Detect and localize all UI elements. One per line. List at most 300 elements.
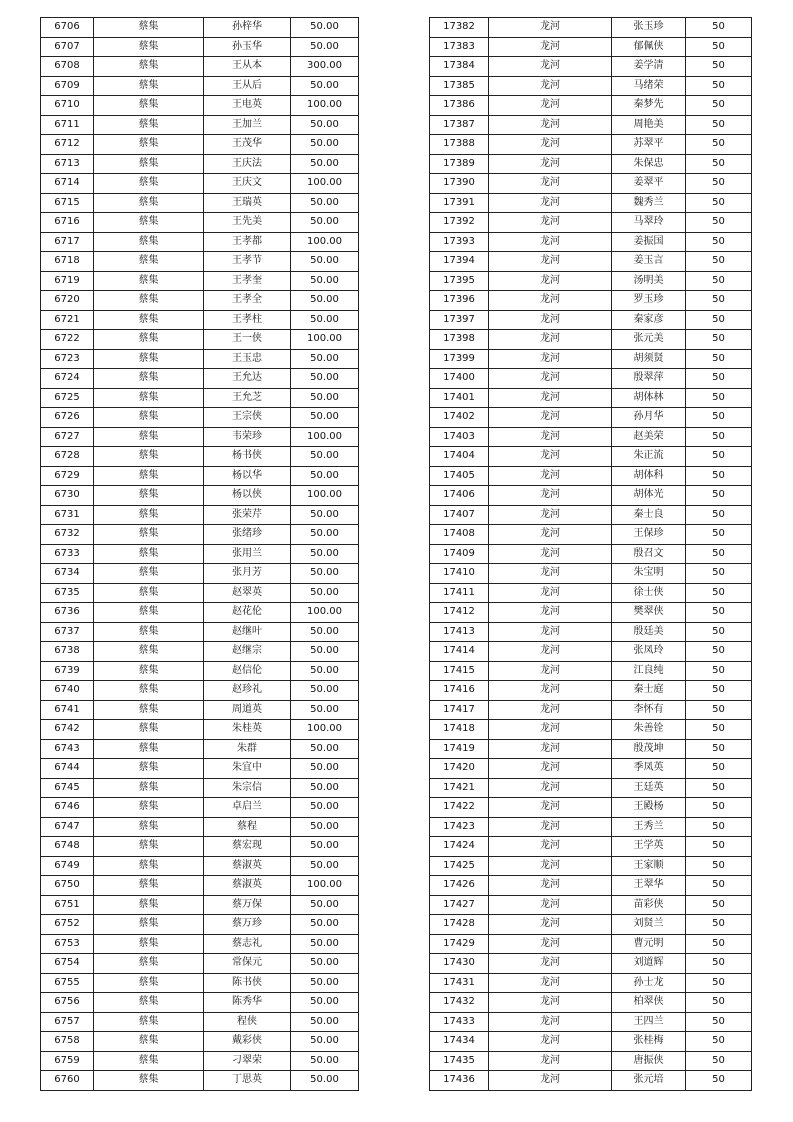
amount-cell: 50: [686, 447, 752, 467]
right-table-row: [430, 759, 752, 779]
id-cell: 6740: [41, 681, 94, 701]
amount-cell: 50: [686, 700, 752, 720]
id-cell: 17422: [430, 798, 489, 818]
left-table-row: [41, 642, 359, 662]
right-table-row: [430, 544, 752, 564]
amount-cell: 50: [686, 876, 752, 896]
name-cell: 朱保忠: [612, 154, 686, 174]
amount-cell: 50: [686, 135, 752, 155]
id-cell: 17413: [430, 622, 489, 642]
name-cell: 王廷英: [612, 778, 686, 798]
id-cell: 6708: [41, 57, 94, 77]
right-table-row: [430, 837, 752, 857]
id-cell: 17418: [430, 720, 489, 740]
id-cell: 17421: [430, 778, 489, 798]
town-cell: 龙河: [489, 525, 612, 545]
amount-cell: 50: [686, 954, 752, 974]
amount-cell: 50: [686, 915, 752, 935]
amount-cell: 50.00: [291, 505, 359, 525]
left-table-row: [41, 720, 359, 740]
id-cell: 17402: [430, 408, 489, 428]
amount-cell: 50.00: [291, 447, 359, 467]
id-cell: 17388: [430, 135, 489, 155]
name-cell: 马翠玲: [612, 213, 686, 233]
town-cell: 蔡集: [94, 1012, 204, 1032]
left-table-row: [41, 486, 359, 506]
amount-cell: 50.00: [291, 466, 359, 486]
name-cell: 陈秀华: [204, 993, 291, 1013]
town-cell: 龙河: [489, 1032, 612, 1052]
id-cell: 6755: [41, 973, 94, 993]
amount-cell: 50: [686, 778, 752, 798]
id-cell: 17427: [430, 895, 489, 915]
amount-cell: 50.00: [291, 525, 359, 545]
id-cell: 6741: [41, 700, 94, 720]
name-cell: 王孝柱: [204, 310, 291, 330]
id-cell: 17432: [430, 993, 489, 1013]
town-cell: 蔡集: [94, 915, 204, 935]
amount-cell: 50: [686, 291, 752, 311]
left-table-row: [41, 817, 359, 837]
name-cell: 王学英: [612, 837, 686, 857]
name-cell: 赵翠英: [204, 583, 291, 603]
amount-cell: 50: [686, 76, 752, 96]
town-cell: 龙河: [489, 115, 612, 135]
right-table-row: [430, 973, 752, 993]
id-cell: 6752: [41, 915, 94, 935]
right-table-row: [430, 330, 752, 350]
amount-cell: 50.00: [291, 1051, 359, 1071]
town-cell: 龙河: [489, 798, 612, 818]
left-roster-table: [40, 17, 359, 1091]
id-cell: 17429: [430, 934, 489, 954]
right-table-row: [430, 681, 752, 701]
name-cell: 王瑞英: [204, 193, 291, 213]
id-cell: 6724: [41, 369, 94, 389]
name-cell: 王宗侠: [204, 408, 291, 428]
left-table-row: [41, 700, 359, 720]
id-cell: 6742: [41, 720, 94, 740]
id-cell: 6727: [41, 427, 94, 447]
name-cell: 朱桂英: [204, 720, 291, 740]
right-table-row: [430, 232, 752, 252]
right-table-row: [430, 700, 752, 720]
town-cell: 龙河: [489, 837, 612, 857]
town-cell: 蔡集: [94, 271, 204, 291]
town-cell: 蔡集: [94, 76, 204, 96]
town-cell: 龙河: [489, 252, 612, 272]
name-cell: 蔡志礼: [204, 934, 291, 954]
name-cell: 王庆法: [204, 154, 291, 174]
id-cell: 17414: [430, 642, 489, 662]
id-cell: 6717: [41, 232, 94, 252]
name-cell: 朱宜中: [204, 759, 291, 779]
name-cell: 江良纯: [612, 661, 686, 681]
amount-cell: 50.00: [291, 642, 359, 662]
amount-cell: 50.00: [291, 856, 359, 876]
left-table-row: [41, 37, 359, 57]
amount-cell: 50: [686, 817, 752, 837]
amount-cell: 50.00: [291, 349, 359, 369]
left-table-row: [41, 135, 359, 155]
name-cell: 郁佩侠: [612, 37, 686, 57]
name-cell: 张元美: [612, 330, 686, 350]
town-cell: 蔡集: [94, 486, 204, 506]
id-cell: 6706: [41, 18, 94, 38]
id-cell: 6739: [41, 661, 94, 681]
right-table-row: [430, 349, 752, 369]
id-cell: 17431: [430, 973, 489, 993]
town-cell: 蔡集: [94, 447, 204, 467]
amount-cell: 50: [686, 193, 752, 213]
name-cell: 刘贤兰: [612, 915, 686, 935]
id-cell: 17428: [430, 915, 489, 935]
town-cell: 龙河: [489, 330, 612, 350]
id-cell: 17391: [430, 193, 489, 213]
name-cell: 苗彩侠: [612, 895, 686, 915]
amount-cell: 50: [686, 427, 752, 447]
amount-cell: 50: [686, 1071, 752, 1091]
id-cell: 17399: [430, 349, 489, 369]
right-table-row: [430, 895, 752, 915]
name-cell: 朱善铨: [612, 720, 686, 740]
name-cell: 蔡宏现: [204, 837, 291, 857]
town-cell: 龙河: [489, 76, 612, 96]
name-cell: 王电英: [204, 96, 291, 116]
id-cell: 6747: [41, 817, 94, 837]
town-cell: 蔡集: [94, 622, 204, 642]
amount-cell: 50: [686, 486, 752, 506]
amount-cell: 50: [686, 622, 752, 642]
name-cell: 殷茂坤: [612, 739, 686, 759]
right-table-row: [430, 96, 752, 116]
name-cell: 姜玉言: [612, 252, 686, 272]
name-cell: 程侠: [204, 1012, 291, 1032]
town-cell: 龙河: [489, 18, 612, 38]
left-table-row: [41, 525, 359, 545]
amount-cell: 100.00: [291, 427, 359, 447]
name-cell: 张桂梅: [612, 1032, 686, 1052]
name-cell: 赵信伦: [204, 661, 291, 681]
id-cell: 6750: [41, 876, 94, 896]
town-cell: 龙河: [489, 876, 612, 896]
right-table-row: [430, 642, 752, 662]
id-cell: 17425: [430, 856, 489, 876]
id-cell: 6707: [41, 37, 94, 57]
amount-cell: 50: [686, 37, 752, 57]
amount-cell: 50: [686, 115, 752, 135]
town-cell: 蔡集: [94, 174, 204, 194]
right-table-row: [430, 778, 752, 798]
id-cell: 6749: [41, 856, 94, 876]
id-cell: 6726: [41, 408, 94, 428]
amount-cell: 50.00: [291, 1071, 359, 1091]
right-table-row: [430, 486, 752, 506]
right-table-row: [430, 18, 752, 38]
name-cell: 张元培: [612, 1071, 686, 1091]
amount-cell: 50: [686, 1012, 752, 1032]
town-cell: 龙河: [489, 544, 612, 564]
amount-cell: 50.00: [291, 700, 359, 720]
town-cell: 蔡集: [94, 837, 204, 857]
amount-cell: 50: [686, 525, 752, 545]
town-cell: 龙河: [489, 603, 612, 623]
town-cell: 龙河: [489, 57, 612, 77]
id-cell: 17395: [430, 271, 489, 291]
town-cell: 龙河: [489, 349, 612, 369]
left-table-row: [41, 330, 359, 350]
town-cell: 龙河: [489, 408, 612, 428]
amount-cell: 50.00: [291, 1012, 359, 1032]
amount-cell: 50: [686, 759, 752, 779]
amount-cell: 50: [686, 213, 752, 233]
name-cell: 秦士良: [612, 505, 686, 525]
town-cell: 蔡集: [94, 232, 204, 252]
town-cell: 龙河: [489, 291, 612, 311]
right-table-row: [430, 115, 752, 135]
amount-cell: 50.00: [291, 544, 359, 564]
amount-cell: 50.00: [291, 915, 359, 935]
left-table-row: [41, 895, 359, 915]
amount-cell: 50.00: [291, 252, 359, 272]
amount-cell: 50.00: [291, 973, 359, 993]
town-cell: 龙河: [489, 564, 612, 584]
name-cell: 朱宗信: [204, 778, 291, 798]
name-cell: 魏秀兰: [612, 193, 686, 213]
id-cell: 6732: [41, 525, 94, 545]
name-cell: 王孝全: [204, 291, 291, 311]
town-cell: 龙河: [489, 934, 612, 954]
town-cell: 龙河: [489, 856, 612, 876]
left-table-row: [41, 915, 359, 935]
id-cell: 6744: [41, 759, 94, 779]
left-table-row: [41, 427, 359, 447]
name-cell: 孙梓华: [204, 18, 291, 38]
town-cell: 龙河: [489, 466, 612, 486]
right-table-row: [430, 1051, 752, 1071]
amount-cell: 50.00: [291, 408, 359, 428]
right-table-row: [430, 993, 752, 1013]
id-cell: 17405: [430, 466, 489, 486]
name-cell: 孙月华: [612, 408, 686, 428]
name-cell: 张月芳: [204, 564, 291, 584]
amount-cell: 50.00: [291, 798, 359, 818]
amount-cell: 50: [686, 837, 752, 857]
id-cell: 17389: [430, 154, 489, 174]
name-cell: 朱宝明: [612, 564, 686, 584]
id-cell: 6745: [41, 778, 94, 798]
amount-cell: 50.00: [291, 18, 359, 38]
town-cell: 龙河: [489, 232, 612, 252]
amount-cell: 50: [686, 720, 752, 740]
amount-cell: 50: [686, 544, 752, 564]
town-cell: 龙河: [489, 427, 612, 447]
id-cell: 17397: [430, 310, 489, 330]
left-table-row: [41, 388, 359, 408]
right-roster-table: [429, 17, 752, 1091]
right-table-row: [430, 1032, 752, 1052]
right-table-row: [430, 37, 752, 57]
left-table-row: [41, 115, 359, 135]
name-cell: 孙士龙: [612, 973, 686, 993]
town-cell: 龙河: [489, 135, 612, 155]
right-table-row: [430, 388, 752, 408]
left-table-row: [41, 856, 359, 876]
town-cell: 蔡集: [94, 369, 204, 389]
amount-cell: 100.00: [291, 486, 359, 506]
town-cell: 蔡集: [94, 934, 204, 954]
amount-cell: 50.00: [291, 759, 359, 779]
name-cell: 季凤英: [612, 759, 686, 779]
town-cell: 蔡集: [94, 642, 204, 662]
name-cell: 胡体光: [612, 486, 686, 506]
name-cell: 王玉忠: [204, 349, 291, 369]
name-cell: 王允达: [204, 369, 291, 389]
id-cell: 17390: [430, 174, 489, 194]
town-cell: 龙河: [489, 993, 612, 1013]
name-cell: 秦家彦: [612, 310, 686, 330]
left-table-row: [41, 271, 359, 291]
name-cell: 秦士庭: [612, 681, 686, 701]
amount-cell: 100.00: [291, 330, 359, 350]
amount-cell: 50.00: [291, 193, 359, 213]
amount-cell: 50: [686, 408, 752, 428]
left-table-row: [41, 408, 359, 428]
amount-cell: 50: [686, 330, 752, 350]
left-table-row: [41, 252, 359, 272]
name-cell: 殷召文: [612, 544, 686, 564]
right-table-row: [430, 876, 752, 896]
name-cell: 周艳美: [612, 115, 686, 135]
town-cell: 龙河: [489, 915, 612, 935]
id-cell: 17386: [430, 96, 489, 116]
id-cell: 6738: [41, 642, 94, 662]
name-cell: 汤明美: [612, 271, 686, 291]
right-table-row: [430, 720, 752, 740]
amount-cell: 100.00: [291, 720, 359, 740]
id-cell: 6735: [41, 583, 94, 603]
town-cell: 蔡集: [94, 349, 204, 369]
right-table-row: [430, 798, 752, 818]
left-table-row: [41, 837, 359, 857]
id-cell: 6718: [41, 252, 94, 272]
amount-cell: 50: [686, 1032, 752, 1052]
left-table-row: [41, 934, 359, 954]
amount-cell: 50.00: [291, 388, 359, 408]
amount-cell: 50.00: [291, 681, 359, 701]
left-table-row: [41, 954, 359, 974]
name-cell: 卓启兰: [204, 798, 291, 818]
town-cell: 龙河: [489, 271, 612, 291]
id-cell: 17394: [430, 252, 489, 272]
amount-cell: 50: [686, 174, 752, 194]
town-cell: 蔡集: [94, 817, 204, 837]
left-table-row: [41, 447, 359, 467]
name-cell: 王家顺: [612, 856, 686, 876]
left-table-row: [41, 603, 359, 623]
amount-cell: 50: [686, 681, 752, 701]
id-cell: 17419: [430, 739, 489, 759]
amount-cell: 50: [686, 154, 752, 174]
id-cell: 17384: [430, 57, 489, 77]
id-cell: 17404: [430, 447, 489, 467]
name-cell: 朱群: [204, 739, 291, 759]
amount-cell: 100.00: [291, 174, 359, 194]
name-cell: 蔡淑英: [204, 856, 291, 876]
town-cell: 龙河: [489, 661, 612, 681]
name-cell: 罗玉珍: [612, 291, 686, 311]
name-cell: 杨以华: [204, 466, 291, 486]
town-cell: 蔡集: [94, 993, 204, 1013]
town-cell: 蔡集: [94, 1051, 204, 1071]
amount-cell: 50.00: [291, 622, 359, 642]
town-cell: 龙河: [489, 583, 612, 603]
right-table-row: [430, 603, 752, 623]
name-cell: 刘道辉: [612, 954, 686, 974]
left-table-row: [41, 739, 359, 759]
amount-cell: 50: [686, 642, 752, 662]
left-table-row: [41, 57, 359, 77]
right-table-row: [430, 622, 752, 642]
amount-cell: 50.00: [291, 895, 359, 915]
left-table-row: [41, 193, 359, 213]
name-cell: 胡体科: [612, 466, 686, 486]
amount-cell: 50: [686, 993, 752, 1013]
name-cell: 樊翠侠: [612, 603, 686, 623]
id-cell: 17434: [430, 1032, 489, 1052]
left-table-row: [41, 1051, 359, 1071]
amount-cell: 50: [686, 271, 752, 291]
right-table-row: [430, 193, 752, 213]
amount-cell: 50.00: [291, 817, 359, 837]
amount-cell: 50: [686, 310, 752, 330]
id-cell: 17417: [430, 700, 489, 720]
town-cell: 蔡集: [94, 1071, 204, 1091]
id-cell: 17433: [430, 1012, 489, 1032]
amount-cell: 50: [686, 661, 752, 681]
right-roster-body: [430, 18, 752, 1091]
name-cell: 陈书侠: [204, 973, 291, 993]
amount-cell: 50: [686, 466, 752, 486]
id-cell: 17410: [430, 564, 489, 584]
left-table-row: [41, 1012, 359, 1032]
name-cell: 张荣芹: [204, 505, 291, 525]
town-cell: 蔡集: [94, 564, 204, 584]
right-table-row: [430, 466, 752, 486]
id-cell: 6713: [41, 154, 94, 174]
town-cell: 龙河: [489, 973, 612, 993]
left-table-row: [41, 505, 359, 525]
amount-cell: 50.00: [291, 76, 359, 96]
id-cell: 6731: [41, 505, 94, 525]
amount-cell: 50: [686, 798, 752, 818]
amount-cell: 50: [686, 252, 752, 272]
amount-cell: 50: [686, 564, 752, 584]
name-cell: 李怀有: [612, 700, 686, 720]
name-cell: 唐振侠: [612, 1051, 686, 1071]
amount-cell: 50.00: [291, 837, 359, 857]
name-cell: 姜学清: [612, 57, 686, 77]
amount-cell: 50.00: [291, 135, 359, 155]
name-cell: 胡体林: [612, 388, 686, 408]
amount-cell: 50.00: [291, 213, 359, 233]
id-cell: 6716: [41, 213, 94, 233]
name-cell: 孙玉华: [204, 37, 291, 57]
name-cell: 王四兰: [612, 1012, 686, 1032]
right-table-row: [430, 369, 752, 389]
name-cell: 韦荣珍: [204, 427, 291, 447]
id-cell: 17416: [430, 681, 489, 701]
